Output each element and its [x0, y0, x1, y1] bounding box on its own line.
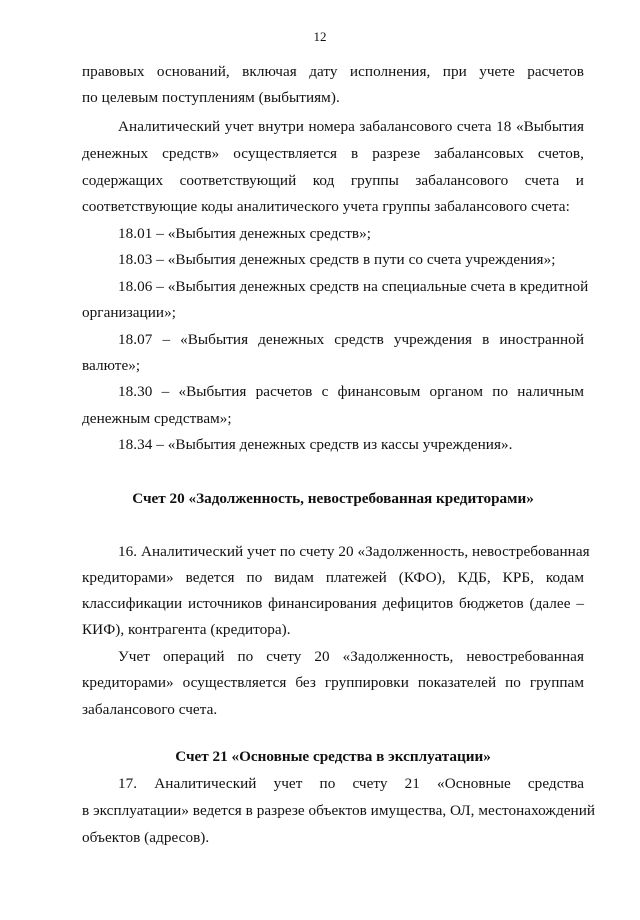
- text-line: организации»;: [82, 304, 176, 321]
- text-line: классификации источников финансирования дефицитов бюджетов (далее –: [82, 595, 584, 612]
- text-line: содержащих соответствующий код группы забалансового счета и: [82, 172, 584, 189]
- list-item: 18.34 – «Выбытия денежных средств из кассы учреждения».: [118, 436, 513, 453]
- list-item: 18.06 – «Выбытия денежных средств на специальные счета в кредитной: [118, 278, 589, 295]
- list-item: 18.01 – «Выбытия денежных средств»;: [118, 225, 372, 242]
- text-line: правовых оснований, включая дату исполнения, при учете расчетов: [82, 63, 584, 80]
- text-line: КИФ), контрагента (кредитора).: [82, 621, 291, 638]
- section-heading-account-21: Счет 21 «Основные средства в эксплуатации»: [175, 748, 491, 765]
- text-line: соответствующие коды аналитического учета группы забалансового счета:: [82, 198, 570, 215]
- text-line: по целевым поступлениям (выбытиям).: [82, 89, 340, 106]
- text-line: в эксплуатации» ведется в разрезе объектов имущества, ОЛ, местонахождений: [82, 802, 596, 819]
- text-line: валюте»;: [82, 357, 141, 374]
- text-line: денежных средств» осуществляется в разрезе забалансовых счетов,: [82, 145, 584, 162]
- list-item: 18.30 – «Выбытия расчетов с финансовым органом по наличным: [118, 383, 584, 400]
- paragraph-first-line: 17. Аналитический учет по счету 21 «Основные средства: [118, 775, 584, 792]
- section-heading-account-20: Счет 20 «Задолженность, невостребованная кредиторами»: [132, 490, 534, 507]
- paragraph-first-line: Аналитический учет внутри номера забалансового счета 18 «Выбытия: [118, 118, 584, 135]
- list-item: 18.07 – «Выбытия денежных средств учреждения в иностранной: [118, 331, 584, 348]
- paragraph-first-line: Учет операций по счету 20 «Задолженность, невостребованная: [118, 648, 584, 665]
- list-item: 18.03 – «Выбытия денежных средств в пути со счета учреждения»;: [118, 251, 556, 268]
- page-number: 12: [313, 29, 327, 44]
- paragraph-first-line: 16. Аналитический учет по счету 20 «Задолженность, невостребованная: [118, 543, 590, 560]
- text-line: забалансового счета.: [82, 701, 218, 718]
- text-line: объектов (адресов).: [82, 829, 210, 846]
- text-line: кредиторами» ведется по видам платежей (КФО), КДБ, КРБ, кодам: [82, 569, 584, 586]
- text-line: кредиторами» осуществляется без группировки показателей по группам: [82, 674, 584, 691]
- text-line: денежным средствам»;: [82, 410, 232, 427]
